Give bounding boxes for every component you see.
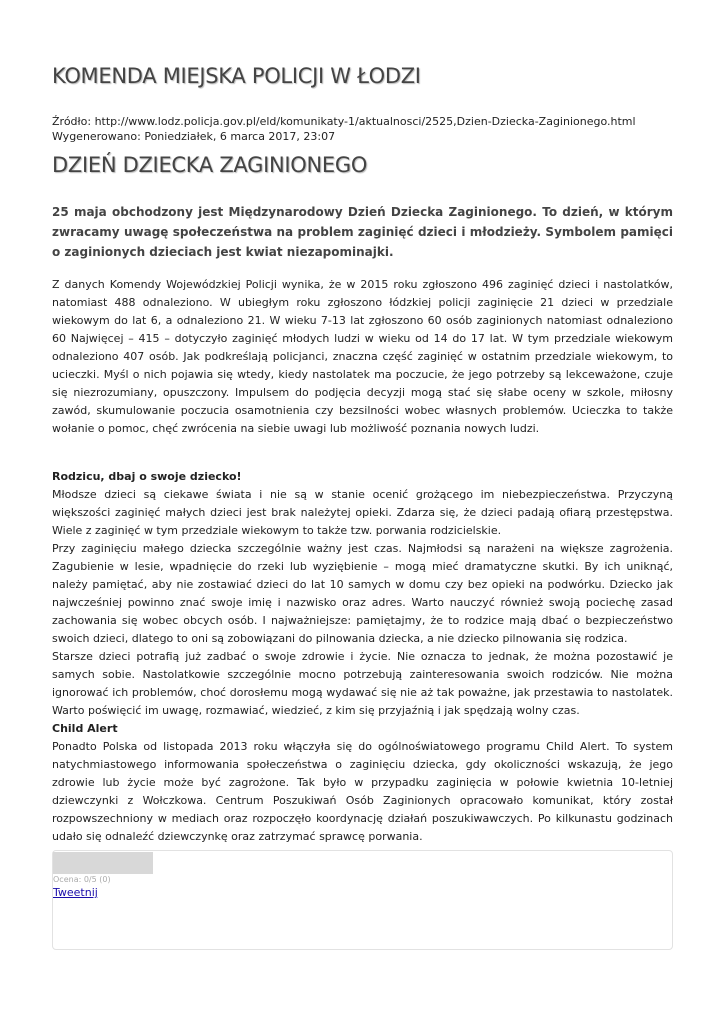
rating-box	[52, 850, 673, 950]
paragraph: Przy zaginięciu małego dziecka szczególnie ważny jest czas. Najmłodsi są narażeni na większe zagrożenia. Zagubienie w lesie, wpadnięcie do rzeki lub wyziębienie – mogą mieć dramatyczne skutki. By ich uniknąć, należy pamiętać, aby nie zostawiać dzieci do lat 10 samych w domu czy bez opieki na podwórku. Dziecko jak najwcześniej powinno znać swoje imię i nazwisko oraz adres. Warto nauczyć również swoją pociechę zasad zachowania się wobec obcych osób. I najważniejsze: pamiętajmy, że to rodzice mają dbać o bezpieczeństwo swoich dzieci, dlatego to oni są zobowiązani do pilnowania dziecka, a nie dziecko pilnowania się rodzica.	[52, 542, 673, 645]
rating-widget[interactable]	[53, 852, 153, 874]
paragraph: Młodsze dzieci są ciekawe świata i nie są w stanie ocenić grożącego im niebezpieczeństwa. Przyczyną większości zaginięć małych dzieci jest brak należytej opieki. Zdarza się, że dzieci padają ofiarą przestępstwa. Wiele z zaginięć w tym przedziale wiekowym to także tzw. porwania rodzicielskie.	[52, 488, 673, 537]
section-heading-child-alert: Child Alert	[52, 722, 118, 735]
article-body	[52, 276, 673, 846]
source-line: Źródło: http://www.lodz.policja.gov.pl/eld/komunikaty-1/aktualnosci/2525,Dzien-Dziecka-Zaginionego.html	[52, 115, 636, 128]
generated-line: Wygenerowano: Poniedziałek, 6 marca 2017, 23:07	[52, 130, 336, 143]
article-lead: 25 maja obchodzony jest Międzynarodowy Dzień Dziecka Zaginionego. To dzień, w którym zwracamy uwagę społeczeństwa na problem zaginięć dzieci i młodzieży. Symbolem pamięci o zaginionych dzieciach jest kwiat niezapominajki.	[52, 205, 673, 259]
paragraph: Ponadto Polska od listopada 2013 roku włączyła się do ogólnoświatowego programu Child Alert. To system natychmiastowego informowania społeczeństwa o zaginięciu dziecka, gdy okoliczności wskazują, że jego zdrowie lub życie może być zagrożone. Tak było w przypadku zaginięcia w połowie kwietnia 10-letniej dziewczynki z Wołczkowa. Centrum Poszukiwań Osób Zaginionych opracowało komunikat, który został rozpowszechniony w mediach oraz rozpoczęło koordynację działań poszukiwawczych. Po kilkunastu godzinach udało się odnaleźć dziewczynkę oraz zatrzymać sprawcę porwania.	[52, 740, 673, 843]
tweet-link[interactable]: Tweetnij	[53, 886, 98, 899]
rating-text: Ocena: 0/5 (0)	[53, 875, 111, 884]
intro-paragraph: Z danych Komendy Wojewódzkiej Policji wynika, że w 2015 roku zgłoszono 496 zaginięć dzieci i nastolatków, natomiast 488 odnaleziono. W ubiegłym roku zgłoszono łódzkiej policji zaginięcie 21 dzieci w przedziale wiekowym do lat 6, a odnaleziono 21. W wieku 7-13 lat zgłoszono 60 osób zaginionych natomiast odnaleziono 60 Najwięcej – 415 – dotyczyło zaginięć młodych ludzi w wieku od 14 do 17 lat. W tym przedziale wiekowym odnaleziono 407 osób. Jak podkreślają policjanci, znaczna część zaginięć w ostatnim przedziale wiekowym, to ucieczki. Myśl o nich pojawia się wtedy, kiedy nastolatek ma poczucie, że jego potrzeby są lekceważone, czuje się niezrozumiany, opuszczony. Impulsem do podjęcia decyzji mogą stać się słabe oceny w szkole, miłosny zawód, skumulowanie poczucia osamotnienia czy bezsilności wobec własnych problemów. Ucieczka to także wołanie o pomoc, chęć zwrócenia na siebie uwagi lub możliwość poznania nowych ludzi.	[52, 278, 673, 435]
section-heading-parents: Rodzicu, dbaj o swoje dziecko!	[52, 470, 242, 483]
article-title: DZIEŃ DZIECKA ZAGINIONEGO	[52, 153, 368, 177]
site-title: KOMENDA MIEJSKA POLICJI W ŁODZI	[52, 64, 421, 88]
paragraph: Starsze dzieci potrafią już zadbać o swoje zdrowie i życie. Nie oznacza to jednak, że można pozostawić je samych sobie. Nastolatkowie szczególnie mocno potrzebują zainteresowania swoich rodziców. Nie można ignorować ich problemów, choć dorosłemu mogą wydawać się nie aż tak poważne, jak przestawia to nastolatek. Warto poświęcić im uwagę, rozmawiać, wiedzieć, z kim się przyjaźnią i jak spędzają wolny czas.	[52, 650, 673, 717]
meta-info	[52, 114, 636, 144]
